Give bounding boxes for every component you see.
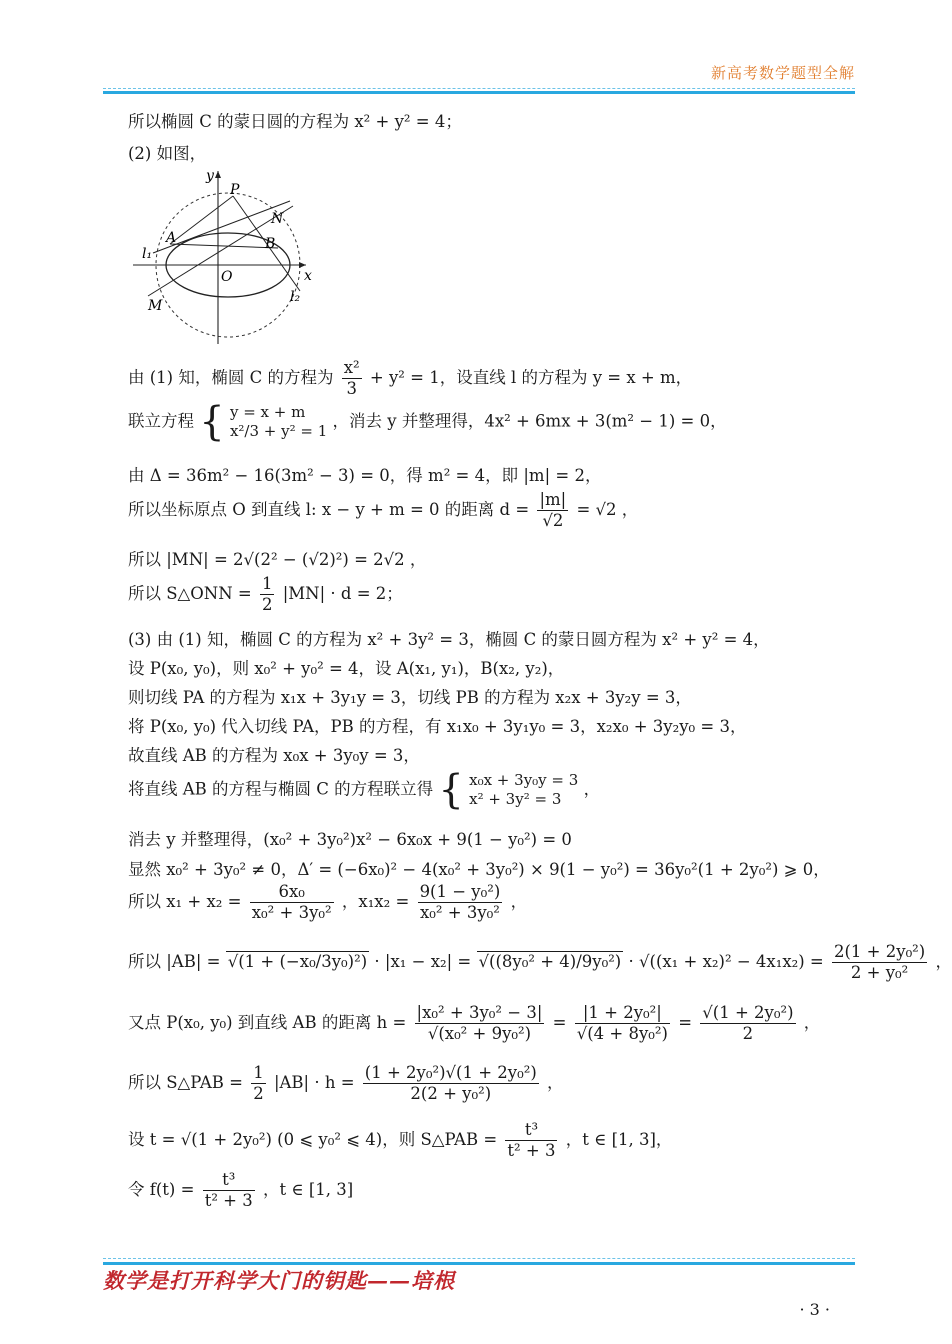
label-m: M (148, 298, 163, 314)
text-line: 故直线 AB 的方程为 x₀x + 3y₀y = 3， (128, 746, 420, 765)
fraction (832, 942, 927, 983)
footer-slogan: 数学是打开科学大门的钥匙——培根 (103, 1268, 455, 1293)
denominator: 2 + y₀² (850, 963, 909, 982)
label-p: P (230, 182, 240, 198)
text-seg: + y² = 1，设直线 l 的方程为 y = x + m， (369, 368, 693, 387)
label-b: B (265, 236, 276, 252)
numerator: 9(1 − y₀²) (419, 882, 501, 901)
fraction (505, 1120, 557, 1161)
text-seg: · |x₁ − x₂| = (374, 952, 472, 971)
text-line (128, 399, 727, 445)
left-brace: { (438, 767, 464, 813)
denominator: t² + 3 (204, 1191, 253, 1210)
equation-system (469, 771, 578, 809)
equation: y = x + m (229, 403, 306, 421)
text-line: 由 Δ = 36m² − 16(3m² − 3) = 0，得 m² = 4，即 |m| = 2， (128, 466, 602, 485)
text-seg: 又点 P(x₀, y₀) 到直线 AB 的距离 h = (128, 1013, 407, 1032)
sqrt-expression: √((8y₀² + 4)/9y₀²) (478, 952, 622, 971)
text-seg: = √2 ， (576, 500, 639, 519)
text-seg: 设 t = √(1 + 2y₀²) (0 ⩽ y₀² ⩽ 4)，则 S△PAB = (128, 1130, 498, 1149)
text-line (128, 1170, 353, 1211)
numerator: (1 + 2y₀²)√(1 + 2y₀²) (364, 1063, 537, 1082)
numerator: |1 + 2y₀²| (575, 1003, 670, 1024)
equation-system (230, 403, 327, 441)
denominator: 3 (346, 379, 357, 398)
text-seg: 由 (1) 知，椭圆 C 的方程为 (128, 368, 334, 387)
denominator: 2 (261, 595, 273, 614)
label-y: y (206, 168, 214, 184)
numerator: 6x₀ (250, 882, 334, 903)
numerator: x² (343, 358, 360, 377)
text-seg: = (552, 1013, 567, 1032)
text-seg: ，x₁x₂ = (341, 892, 410, 911)
label-a: A (166, 230, 177, 246)
text-line (128, 767, 601, 813)
numerator: |m| (539, 490, 567, 509)
text-seg: 令 f(t) = (128, 1180, 195, 1199)
header-rule-dashed (103, 88, 855, 89)
text-line: 将 P(x₀, y₀) 代入切线 PA，PB 的方程，有 x₁x₀ + 3y₁y₀ = 3，x₂x₀ + 3y₂y₀ = 3， (128, 717, 747, 736)
fraction (203, 1170, 255, 1211)
text-line (128, 882, 527, 923)
fraction (418, 882, 503, 923)
denominator: √(x₀² + 9y₀²) (427, 1024, 532, 1043)
label-l2: l₂ (290, 289, 301, 305)
text-seg: 联立方程 (128, 411, 194, 431)
text-seg: = (678, 1013, 693, 1032)
fraction (342, 358, 362, 399)
text-seg: 所以 S△ONN = (128, 584, 252, 603)
equation: x² + 3y² = 3 (469, 790, 562, 808)
fraction (251, 1063, 266, 1104)
denominator: 2(2 + y₀²) (410, 1084, 492, 1103)
text-seg: ， (935, 952, 952, 971)
text-seg: ， (510, 892, 528, 911)
text-line (128, 942, 952, 983)
denominator: √2 (542, 511, 564, 530)
text-line: (3) 由 (1) 知，椭圆 C 的方程为 x² + 3y² = 3，椭圆 C 的蒙日圆方程为 x² + y² = 4， (128, 630, 770, 649)
numerator: √(1 + 2y₀²) (702, 1003, 794, 1022)
fraction (537, 490, 568, 531)
header-title: 新高考数学题型全解 (710, 64, 855, 82)
fraction (250, 882, 334, 923)
header-rule (103, 91, 855, 94)
text-line: 则切线 PA 的方程为 x₁x + 3y₁y = 3，切线 PB 的方程为 x₂x + 3y₂y = 3， (128, 688, 692, 707)
text-line (128, 490, 638, 531)
text-line (128, 358, 692, 399)
text-line (128, 1063, 564, 1104)
denominator: 2 (742, 1024, 754, 1043)
ellipse-figure (128, 166, 318, 346)
text-seg: |AB| · h = (273, 1073, 355, 1092)
text-seg: ，消去 y 并整理得，4x² + 6mx + 3(m² − 1) = 0， (332, 411, 727, 431)
text-seg: ， (583, 779, 601, 799)
fraction (260, 574, 275, 615)
text-seg: ，t ∈ [1, 3] (263, 1180, 354, 1199)
text-line: 所以 |MN| = 2√(2² − (√2)²) = 2√2 ， (128, 550, 427, 569)
text-seg: 所以 x₁ + x₂ = (128, 892, 242, 911)
label-o: O (221, 269, 233, 285)
text-line: 消去 y 并整理得，(x₀² + 3y₀²)x² − 6x₀x + 9(1 − y₀²) = 0 (128, 830, 572, 849)
text-line (128, 574, 403, 615)
text-seg: 将直线 AB 的方程与椭圆 C 的方程联立得 (128, 779, 434, 799)
denominator: t² + 3 (507, 1141, 556, 1160)
page-number: · 3 · (799, 1300, 830, 1319)
text-seg: |MN| · d = 2； (282, 584, 403, 603)
text-line: 所以椭圆 C 的蒙日圆的方程为 x² + y² = 4； (128, 112, 462, 131)
label-l1: l₁ (142, 246, 153, 262)
text-line (128, 1120, 672, 1161)
label-x: x (304, 268, 312, 284)
equation: x₀x + 3y₀y = 3 (469, 771, 579, 789)
text-line: 设 P(x₀, y₀)，则 x₀² + y₀² = 4，设 A(x₁, y₁)，B(x₂, y₂)， (128, 659, 565, 678)
left-brace: { (199, 399, 225, 445)
fraction (363, 1063, 539, 1104)
equation: x²/3 + y² = 1 (229, 422, 328, 440)
numerator: |x₀² + 3y₀² − 3| (416, 1003, 543, 1022)
text-line (128, 1003, 820, 1044)
text-seg: ， (547, 1073, 564, 1092)
numerator: t³ (203, 1170, 255, 1191)
text-seg: 所以 |AB| = (128, 952, 221, 971)
sqrt-expression: √(1 + (−x₀/3y₀)²) (227, 952, 368, 971)
footer-rule-dashed (103, 1258, 855, 1259)
denominator: x₀² + 3y₀² (419, 903, 500, 922)
text-seg: ，t ∈ [1, 3]， (565, 1130, 673, 1149)
text-seg: · √((x₁ + x₂)² − 4x₁x₂) = (628, 952, 824, 971)
numerator: t³ (505, 1120, 557, 1141)
numerator: 1 (261, 574, 273, 593)
text-seg: 所以坐标原点 O 到直线 l: x − y + m = 0 的距离 d = (128, 500, 530, 519)
fraction (415, 1003, 545, 1044)
text-seg: ， (803, 1013, 821, 1032)
text-line: 显然 x₀² + 3y₀² ≠ 0，Δ′ = (−6x₀)² − 4(x₀² + 3y₀²) × 9(1 − y₀²) = 36y₀²(1 + 2y₀²) ⩾ 0， (128, 860, 830, 879)
fraction (575, 1003, 670, 1044)
text-line: (2) 如图， (128, 144, 207, 163)
denominator: x₀² + 3y₀² (251, 903, 332, 922)
denominator: 2 (253, 1084, 264, 1103)
fraction (700, 1003, 795, 1044)
label-n: N (271, 211, 284, 227)
numerator: 1 (253, 1063, 264, 1082)
denominator: √(4 + 8y₀²) (576, 1024, 668, 1043)
numerator: 2(1 + 2y₀²) (834, 942, 926, 961)
text-seg: 所以 S△PAB = (128, 1073, 243, 1092)
